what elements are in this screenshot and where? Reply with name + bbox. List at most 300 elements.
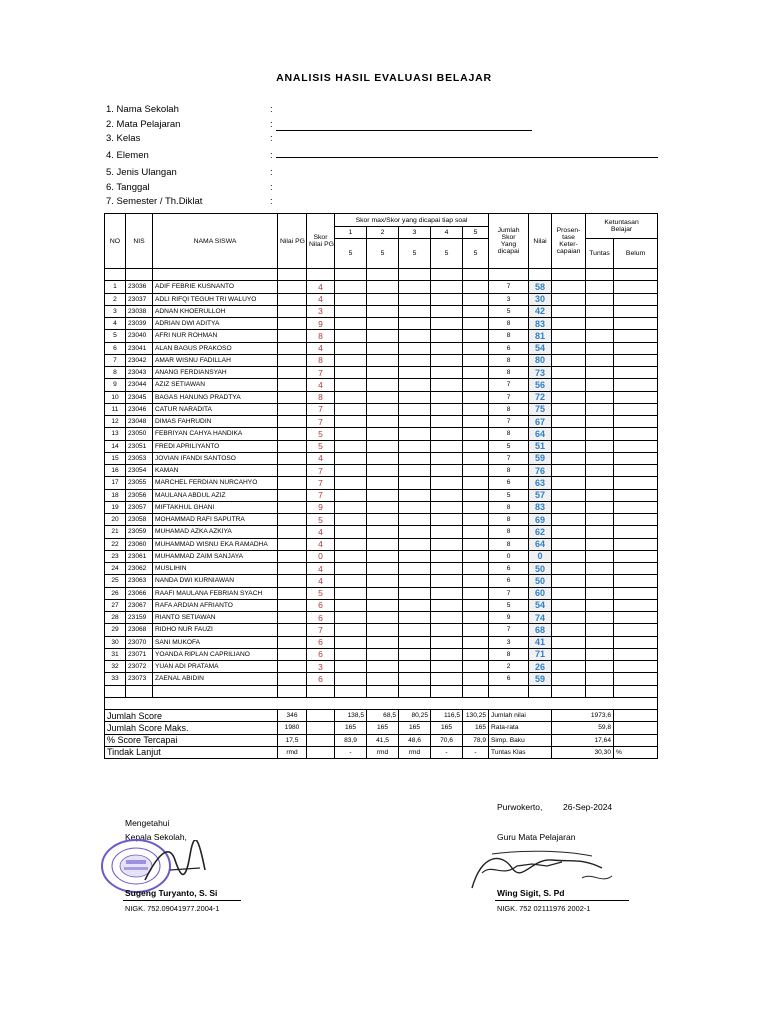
student-nilai: 0 — [529, 550, 552, 562]
student-jumlah: 3 — [489, 293, 529, 305]
student-name: FREDI APRILIYANTO — [153, 440, 278, 452]
student-name: RIANTO SETIAWAN — [153, 612, 278, 624]
soal-cell — [367, 501, 399, 513]
student-jumlah: 3 — [489, 636, 529, 648]
soal-cell — [463, 489, 489, 501]
student-nilai-pg — [278, 636, 307, 648]
student-no: 6 — [105, 342, 126, 354]
soal-cell — [431, 305, 463, 317]
soal-cell — [399, 305, 431, 317]
student-belum — [614, 281, 658, 293]
soal-cell — [431, 587, 463, 599]
student-belum — [614, 599, 658, 611]
student-skor: 4 — [307, 563, 335, 575]
student-skor: 3 — [307, 661, 335, 673]
soal-cell — [463, 367, 489, 379]
student-no: 8 — [105, 367, 126, 379]
summary-pg: 1980 — [278, 722, 307, 734]
student-row — [105, 403, 658, 415]
student-no: 31 — [105, 648, 126, 660]
student-nis: 23053 — [126, 452, 153, 464]
soal-cell — [367, 281, 399, 293]
soal-cell — [335, 330, 367, 342]
summary-value: 80,25 — [399, 710, 431, 722]
student-jumlah: 7 — [489, 587, 529, 599]
student-jumlah: 7 — [489, 379, 529, 391]
soal-cell — [335, 636, 367, 648]
spacer-row — [105, 685, 658, 697]
student-nilai: 42 — [529, 305, 552, 317]
summary-value: 165 — [335, 722, 367, 734]
soal-cell — [335, 318, 367, 330]
student-nilai-pg — [278, 416, 307, 428]
student-nilai: 64 — [529, 538, 552, 550]
student-prosentase — [552, 379, 586, 391]
student-belum — [614, 367, 658, 379]
soal-cell — [367, 465, 399, 477]
soal-cell — [399, 636, 431, 648]
student-nilai: 58 — [529, 281, 552, 293]
student-nilai: 62 — [529, 526, 552, 538]
soal-cell — [367, 550, 399, 562]
student-name: DIMAS FAHRUDIN — [153, 416, 278, 428]
soal-cell — [431, 342, 463, 354]
student-tuntas — [586, 563, 614, 575]
summary-value: 83,9 — [335, 734, 367, 746]
student-tuntas — [586, 379, 614, 391]
student-prosentase — [552, 367, 586, 379]
student-nis: 23060 — [126, 538, 153, 550]
principal-name: Sugeng Turyanto, S. Si — [125, 888, 218, 898]
info-row — [106, 166, 666, 181]
soal-cell — [399, 563, 431, 575]
student-jumlah: 6 — [489, 477, 529, 489]
student-name: AFRI NUR ROHMAN — [153, 330, 278, 342]
student-nilai: 50 — [529, 563, 552, 575]
student-row — [105, 599, 658, 611]
student-no: 20 — [105, 514, 126, 526]
soal-cell — [463, 661, 489, 673]
student-prosentase — [552, 305, 586, 317]
student-nilai-pg — [278, 526, 307, 538]
principal-signature-icon — [140, 840, 210, 890]
soal-cell — [399, 526, 431, 538]
student-nilai: 76 — [529, 465, 552, 477]
student-tuntas — [586, 318, 614, 330]
student-prosentase — [552, 514, 586, 526]
soal-cell — [335, 612, 367, 624]
student-name: MARCHEL FERDIAN NURCAHYO — [153, 477, 278, 489]
student-nilai: 30 — [529, 293, 552, 305]
student-skor: 4 — [307, 526, 335, 538]
student-belum — [614, 575, 658, 587]
student-jumlah: 6 — [489, 342, 529, 354]
student-nilai-pg — [278, 440, 307, 452]
header-soal: 4 — [431, 227, 463, 239]
student-row — [105, 293, 658, 305]
student-no: 9 — [105, 379, 126, 391]
header-text: Ketuntasan — [604, 219, 639, 226]
student-no: 4 — [105, 318, 126, 330]
student-skor: 6 — [307, 599, 335, 611]
student-row — [105, 465, 658, 477]
student-row — [105, 673, 658, 685]
place-label: Purwokerto, — [497, 802, 543, 812]
student-no: 1 — [105, 281, 126, 293]
student-nilai: 68 — [529, 624, 552, 636]
student-nis: 23039 — [126, 318, 153, 330]
soal-cell — [431, 367, 463, 379]
soal-cell — [463, 465, 489, 477]
student-belum — [614, 526, 658, 538]
student-skor: 4 — [307, 293, 335, 305]
student-tuntas — [586, 489, 614, 501]
header-ketuntasan — [586, 214, 658, 239]
student-skor: 4 — [307, 538, 335, 550]
soal-cell — [431, 281, 463, 293]
soal-cell — [463, 612, 489, 624]
student-row — [105, 416, 658, 428]
student-tuntas — [586, 538, 614, 550]
student-name: RAAFI MAULANA FEBRIAN SYACH — [153, 587, 278, 599]
student-nis: 23041 — [126, 342, 153, 354]
student-row — [105, 587, 658, 599]
student-row — [105, 342, 658, 354]
student-name: ADRIAN DWI ADITYA — [153, 318, 278, 330]
soal-cell — [367, 587, 399, 599]
student-jumlah: 8 — [489, 367, 529, 379]
soal-cell — [335, 305, 367, 317]
student-nis: 23051 — [126, 440, 153, 452]
soal-cell — [431, 330, 463, 342]
student-nis: 23055 — [126, 477, 153, 489]
soal-cell — [399, 330, 431, 342]
student-belum — [614, 305, 658, 317]
header-soal: 3 — [399, 227, 431, 239]
student-name: KAMAN — [153, 465, 278, 477]
student-jumlah: 8 — [489, 403, 529, 415]
student-nis: 23036 — [126, 281, 153, 293]
student-skor: 7 — [307, 624, 335, 636]
principal-underline — [123, 900, 241, 901]
student-nilai-pg — [278, 575, 307, 587]
student-row — [105, 330, 658, 342]
student-nilai-pg — [278, 550, 307, 562]
student-row — [105, 379, 658, 391]
header-text: Jumlah — [497, 227, 520, 234]
soal-cell — [463, 305, 489, 317]
student-tuntas — [586, 612, 614, 624]
info-colon: : — [270, 167, 273, 178]
soal-cell — [367, 661, 399, 673]
student-jumlah: 9 — [489, 612, 529, 624]
student-skor: 6 — [307, 612, 335, 624]
student-tuntas — [586, 391, 614, 403]
student-nis: 23068 — [126, 624, 153, 636]
header-jumlah — [489, 214, 529, 269]
soal-cell — [431, 538, 463, 550]
student-jumlah: 2 — [489, 661, 529, 673]
soal-cell — [431, 673, 463, 685]
student-nilai-pg — [278, 501, 307, 513]
student-nis: 23038 — [126, 305, 153, 317]
header-nilai-pg: Nilai PG — [278, 214, 307, 269]
student-row — [105, 563, 658, 575]
soal-cell — [463, 440, 489, 452]
header-no: NO — [105, 214, 126, 269]
student-skor: 9 — [307, 318, 335, 330]
student-name: ALAN BAGUS PRAKOSO — [153, 342, 278, 354]
student-nis: 23070 — [126, 636, 153, 648]
soal-cell — [367, 318, 399, 330]
header-text: dicapai — [497, 248, 520, 255]
soal-cell — [399, 550, 431, 562]
student-tuntas — [586, 428, 614, 440]
soal-cell — [463, 624, 489, 636]
teacher-underline — [495, 900, 629, 901]
student-nilai-pg — [278, 599, 307, 611]
header-skor-max: Skor max/Skor yang dicapai tiap soal — [335, 214, 489, 227]
student-belum — [614, 391, 658, 403]
header-text: Prosen- — [556, 227, 581, 234]
soal-cell — [399, 661, 431, 673]
soal-cell — [335, 342, 367, 354]
header-nilai: Nilai — [529, 214, 552, 269]
student-no: 15 — [105, 452, 126, 464]
student-nis: 23057 — [126, 501, 153, 513]
student-nilai-pg — [278, 342, 307, 354]
student-prosentase — [552, 673, 586, 685]
soal-cell — [463, 428, 489, 440]
student-belum — [614, 330, 658, 342]
student-jumlah: 5 — [489, 599, 529, 611]
soal-cell — [335, 673, 367, 685]
student-prosentase — [552, 318, 586, 330]
header-text: Yang — [500, 241, 517, 248]
soal-cell — [399, 391, 431, 403]
summary-value: 78,9 — [463, 734, 489, 746]
summary-value: 165 — [463, 722, 489, 734]
student-row — [105, 526, 658, 538]
student-no: 18 — [105, 489, 126, 501]
student-tuntas — [586, 305, 614, 317]
student-prosentase — [552, 391, 586, 403]
summary-value: rmd — [399, 746, 431, 758]
student-no: 28 — [105, 612, 126, 624]
student-no: 19 — [105, 501, 126, 513]
student-row — [105, 440, 658, 452]
student-jumlah: 7 — [489, 452, 529, 464]
student-name: AMAR WISNU FADILLAH — [153, 354, 278, 366]
student-name: RAFA ARDIAN AFRIANTO — [153, 599, 278, 611]
stat-label: Rata-rata — [489, 722, 552, 734]
student-row — [105, 281, 658, 293]
soal-cell — [463, 379, 489, 391]
student-jumlah: 8 — [489, 354, 529, 366]
student-belum — [614, 416, 658, 428]
stat-value: 59,8 — [552, 722, 614, 734]
student-row — [105, 477, 658, 489]
student-prosentase — [552, 648, 586, 660]
soal-cell — [399, 465, 431, 477]
student-prosentase — [552, 440, 586, 452]
student-nis: 23056 — [126, 489, 153, 501]
soal-cell — [431, 526, 463, 538]
student-jumlah: 8 — [489, 526, 529, 538]
summary-value: 48,6 — [399, 734, 431, 746]
student-prosentase — [552, 403, 586, 415]
stat-unit — [614, 722, 658, 734]
student-tuntas — [586, 636, 614, 648]
soal-cell — [367, 367, 399, 379]
soal-cell — [463, 575, 489, 587]
soal-cell — [431, 403, 463, 415]
student-nis: 23072 — [126, 661, 153, 673]
header-text: tase — [562, 234, 575, 241]
student-belum — [614, 342, 658, 354]
student-prosentase — [552, 342, 586, 354]
student-prosentase — [552, 416, 586, 428]
student-belum — [614, 587, 658, 599]
soal-cell — [463, 293, 489, 305]
student-nilai: 41 — [529, 636, 552, 648]
student-no: 7 — [105, 354, 126, 366]
student-belum — [614, 403, 658, 415]
student-no: 13 — [105, 428, 126, 440]
soal-cell — [463, 391, 489, 403]
student-skor: 6 — [307, 648, 335, 660]
soal-cell — [335, 575, 367, 587]
soal-cell — [399, 648, 431, 660]
page-title: ANALISIS HASIL EVALUASI BELAJAR — [276, 72, 492, 84]
summary-label: % Score Tercapai — [105, 734, 278, 746]
student-name: BAGAS HANUNG PRADTYA — [153, 391, 278, 403]
summary-value: - — [431, 746, 463, 758]
header-text: Skor — [313, 234, 328, 241]
soal-cell — [431, 514, 463, 526]
student-nilai: 74 — [529, 612, 552, 624]
student-skor: 7 — [307, 367, 335, 379]
guru-label: Guru Mata Pelajaran — [497, 832, 576, 842]
soal-cell — [335, 489, 367, 501]
header-maks: 5 — [335, 239, 367, 269]
student-row — [105, 391, 658, 403]
student-belum — [614, 550, 658, 562]
student-nilai-pg — [278, 318, 307, 330]
student-no: 33 — [105, 673, 126, 685]
student-no: 11 — [105, 403, 126, 415]
student-prosentase — [552, 354, 586, 366]
student-name: MUSLIHIN — [153, 563, 278, 575]
soal-cell — [367, 489, 399, 501]
student-name: MOHAMMAD RAFI SAPUTRA — [153, 514, 278, 526]
soal-cell — [431, 354, 463, 366]
student-belum — [614, 477, 658, 489]
soal-cell — [335, 293, 367, 305]
stat-label: Jumlah nilai — [489, 710, 552, 722]
student-nilai: 83 — [529, 318, 552, 330]
soal-cell — [431, 661, 463, 673]
student-prosentase — [552, 587, 586, 599]
summary-row-score-maks — [105, 722, 658, 734]
student-nilai: 51 — [529, 440, 552, 452]
soal-cell — [335, 391, 367, 403]
info-label: 7. Semester / Th.Diklat — [106, 196, 203, 207]
student-name: RIDHO NUR FAUZI — [153, 624, 278, 636]
student-jumlah: 7 — [489, 281, 529, 293]
student-skor: 7 — [307, 416, 335, 428]
info-colon: : — [270, 118, 273, 130]
header-soal: 1 — [335, 227, 367, 239]
student-no: 29 — [105, 624, 126, 636]
soal-cell — [399, 514, 431, 526]
header-maks: 5 — [399, 239, 431, 269]
student-nilai-pg — [278, 514, 307, 526]
student-skor: 4 — [307, 342, 335, 354]
soal-cell — [335, 477, 367, 489]
student-tuntas — [586, 648, 614, 660]
summary-pg: rmd — [278, 746, 307, 758]
student-belum — [614, 624, 658, 636]
student-skor: 3 — [307, 305, 335, 317]
soal-cell — [335, 661, 367, 673]
soal-cell — [399, 440, 431, 452]
student-prosentase — [552, 501, 586, 513]
soal-cell — [335, 465, 367, 477]
soal-cell — [335, 354, 367, 366]
student-nilai: 64 — [529, 428, 552, 440]
student-no: 5 — [105, 330, 126, 342]
student-row — [105, 636, 658, 648]
summary-pg: 346 — [278, 710, 307, 722]
student-no: 23 — [105, 550, 126, 562]
student-belum — [614, 563, 658, 575]
student-jumlah: 0 — [489, 550, 529, 562]
underline — [276, 130, 532, 131]
student-row — [105, 648, 658, 660]
student-belum — [614, 636, 658, 648]
soal-cell — [399, 501, 431, 513]
student-belum — [614, 379, 658, 391]
student-tuntas — [586, 526, 614, 538]
soal-cell — [367, 440, 399, 452]
soal-cell — [463, 354, 489, 366]
summary-label: Tindak Lanjut — [105, 746, 278, 758]
student-nilai-pg — [278, 661, 307, 673]
student-nilai: 59 — [529, 452, 552, 464]
soal-cell — [399, 428, 431, 440]
student-nilai-pg — [278, 391, 307, 403]
student-prosentase — [552, 330, 586, 342]
student-belum — [614, 465, 658, 477]
student-prosentase — [552, 636, 586, 648]
soal-cell — [335, 281, 367, 293]
student-no: 27 — [105, 599, 126, 611]
header-maks: 5 — [463, 239, 489, 269]
summary-row-tindak-lanjut — [105, 746, 658, 758]
soal-cell — [399, 673, 431, 685]
student-name: ADNAN KHOERULLOH — [153, 305, 278, 317]
student-jumlah: 8 — [489, 501, 529, 513]
student-jumlah: 5 — [489, 305, 529, 317]
soal-cell — [399, 379, 431, 391]
soal-cell — [367, 648, 399, 660]
stat-value: 17,64 — [552, 734, 614, 746]
student-no: 16 — [105, 465, 126, 477]
student-nilai-pg — [278, 648, 307, 660]
student-name: MUHAMMAD ZAIM SANJAYA — [153, 550, 278, 562]
student-nis: 23054 — [126, 465, 153, 477]
